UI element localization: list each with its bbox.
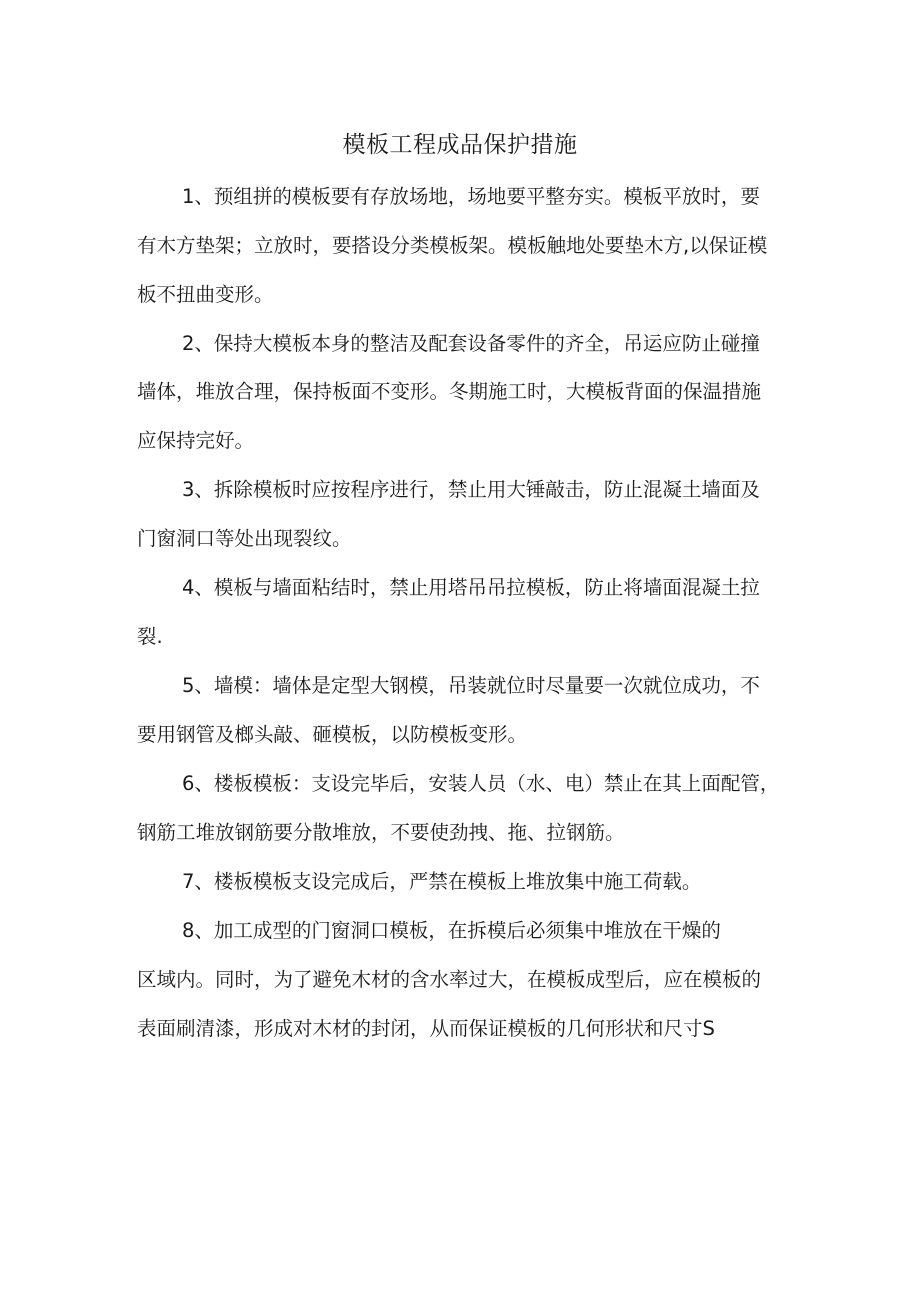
document-title: 模板工程成品保护措施 [342,132,578,158]
paragraph-1-line-2: 有木方垫架；立放时，要搭设分类模板架。模板触地处要垫木方,以保证模 [137,234,768,257]
paragraph-4-line-2: 裂. [137,625,163,648]
paragraph-1-line-1: 1、预组拼的模板要有存放场地，场地要平整夯实。模板平放时，要 [182,185,760,208]
paragraph-8-line-2: 区域内。同时，为了避免木材的含水率过大，在模板成型后，应在模板的 [137,968,762,991]
paragraph-1-line-3: 板不扭曲变形。 [137,283,274,306]
paragraph-6-line-2: 钢筋工堆放钢筋要分散堆放，不要使劲拽、拖、拉钢筋。 [137,821,625,844]
paragraph-2-line-2: 墙体，堆放合理，保持板面不变形。冬期施工时，大模板背面的保温措施 [137,380,762,403]
paragraph-6-line-1: 6、楼板模板：支设完毕后，安装人员（水、电）禁止在其上面配管， [182,772,780,795]
paragraph-7-line-1: 7、楼板模板支设完成后，严禁在模板上堆放集中施工荷载。 [182,870,702,893]
paragraph-8-line-1: 8、加工成型的门窗洞口模板，在拆模后必须集中堆放在干燥的 [182,919,721,942]
paragraph-5-line-2: 要用钢管及榔头敲、砸模板，以防模板变形。 [137,723,528,746]
paragraph-2-line-1: 2、保持大模板本身的整洁及配套设备零件的齐全，吊运应防止碰撞 [182,332,760,355]
paragraph-3-line-1: 3、拆除模板时应按程序进行，禁止用大锤敲击，防止混凝土墙面及 [182,478,760,501]
paragraph-4-line-1: 4、模板与墙面粘结时，禁止用塔吊吊拉模板，防止将墙面混凝土拉 [182,576,760,599]
paragraph-2-line-3: 应保持完好。 [137,429,255,452]
paragraph-5-line-1: 5、墙模：墙体是定型大钢模，吊装就位时尽量要一次就位成功，不 [182,674,760,697]
paragraph-8-line-3: 表面刷清漆，形成对木材的封闭，从而保证模板的几何形状和尺寸S [137,1017,715,1040]
paragraph-3-line-2: 门窗洞口等处出现裂纹。 [137,527,352,550]
